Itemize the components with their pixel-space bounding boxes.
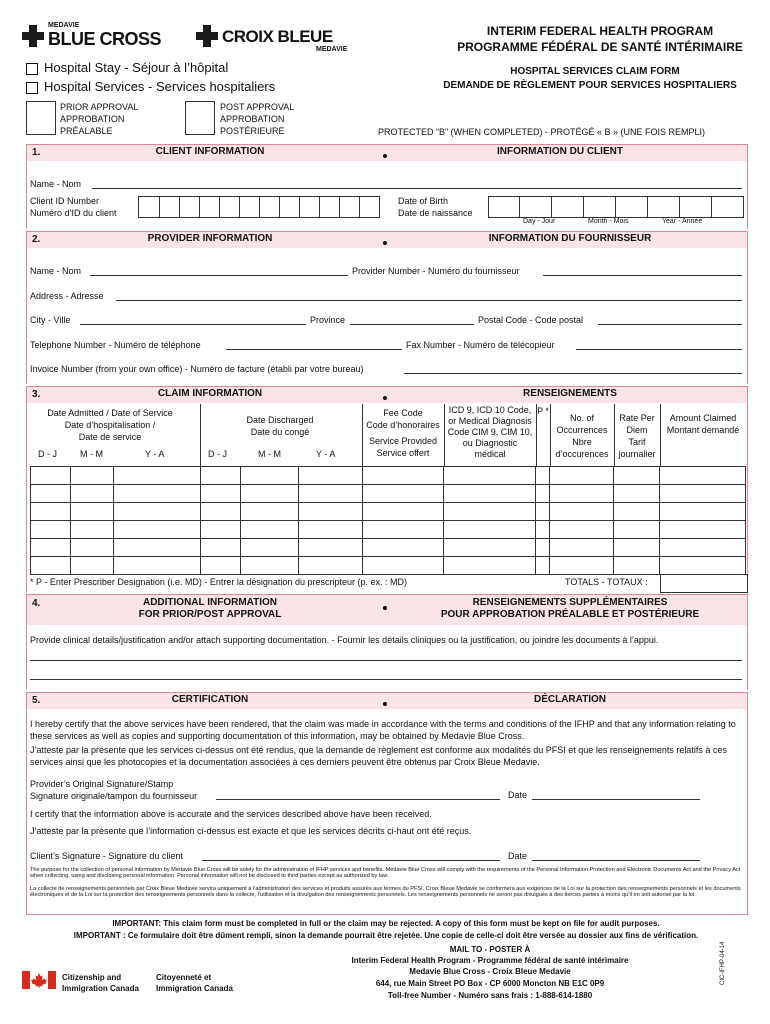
invoice-field[interactable] xyxy=(404,373,742,374)
date-discharged-header: Date Discharged Date du congé xyxy=(246,415,314,437)
claim-cell[interactable] xyxy=(362,485,444,503)
city-label: City - Ville xyxy=(30,315,71,325)
hospital-stay-option[interactable] xyxy=(26,60,228,75)
logo-medavie-top: MEDAVIE xyxy=(48,22,80,29)
claim-cell[interactable] xyxy=(362,467,444,485)
mail-address-line-3: 644, rue Main Street PO Box - CP 6000 Moncton NB E1C 0P9 xyxy=(375,979,605,988)
postal-code-label: Postal Code - Code postal xyxy=(478,315,584,325)
hospital-services-label: Hospital Services - Services hospitaliers xyxy=(44,79,276,94)
claim-cell[interactable] xyxy=(362,521,444,539)
section-1-bullet xyxy=(383,154,387,158)
claim-cell[interactable] xyxy=(362,503,444,521)
claim-cell[interactable] xyxy=(200,503,240,521)
client-id-field[interactable] xyxy=(138,196,380,218)
claim-cell[interactable] xyxy=(535,539,550,557)
claim-line-row[interactable] xyxy=(31,485,746,503)
mail-address-line-1: Interim Federal Health Program - Programme fédéral de santé intérimaire xyxy=(351,956,629,965)
provider-date-field[interactable] xyxy=(532,799,700,800)
section-4-title-en: ADDITIONAL INFORMATION FOR PRIOR/POST APPROVAL xyxy=(138,597,282,620)
claim-cell[interactable] xyxy=(31,557,71,575)
mail-address-line-2: Medavie Blue Cross - Croix Bleue Medavie xyxy=(409,967,571,976)
section-2-title-en: PROVIDER INFORMATION xyxy=(147,233,273,244)
province-label: Province xyxy=(310,315,346,325)
claim-cell[interactable] xyxy=(444,485,535,503)
province-field[interactable] xyxy=(350,324,474,325)
section-4-number: 4. xyxy=(32,598,41,609)
totals-field[interactable] xyxy=(660,574,748,593)
claim-cell[interactable] xyxy=(444,557,535,575)
provider-number-field[interactable] xyxy=(543,275,742,276)
section-5-title-fr: DÉCLARATION xyxy=(533,694,607,705)
claim-cell[interactable] xyxy=(535,521,550,539)
cic-name-en: Citizenship and Immigration Canada xyxy=(62,973,139,993)
prescriber-header: P * xyxy=(537,406,549,416)
provider-number-label: Provider Number - Numéro du fournisseur xyxy=(352,266,520,276)
claim-cell[interactable] xyxy=(362,539,444,557)
claim-cell[interactable] xyxy=(200,467,240,485)
client-certify-text-en: I certify that the information above is accurate and the services described above have been received. xyxy=(30,809,432,819)
blue-cross-symbol-icon xyxy=(22,25,44,47)
claim-cell[interactable] xyxy=(614,503,660,521)
section-3-number: 3. xyxy=(32,389,41,400)
form-title-fr: DEMANDE DE RÈGLEMENT POUR SERVICES HOSPITALIERS xyxy=(443,80,737,91)
important-notice-en: IMPORTANT: This claim form must be completed in full or the claim may be rejected. A copy of this form must be kept on file for audit purposes. xyxy=(112,919,660,928)
client-date-label: Date xyxy=(508,851,528,861)
medavie-blue-cross-logo xyxy=(22,22,192,52)
certification-text-fr: J’atteste par la présente que les services ci-dessus ont été rendus, que la demande de règlement est conforme aux modalités du PFSI et que les renseignements relatifs à ces services ainsi que les photocopies et la documentation associées à ces derniers peuvent être obtenus par Croix Bleue Medavie. xyxy=(30,745,727,767)
claim-cell[interactable] xyxy=(614,539,660,557)
claim-cell[interactable] xyxy=(241,467,299,485)
claim-cell[interactable] xyxy=(113,557,200,575)
claim-cell[interactable] xyxy=(362,557,444,575)
important-notice-fr: IMPORTANT : Ce formulaire doit être dûment rempli, sinon la demande pourrait être rejetée. Une copie de celle-ci doit être versée au dossier aux fins de vérification. xyxy=(73,931,699,940)
claim-cell[interactable] xyxy=(299,557,363,575)
prescriber-footnote: * P - Enter Prescriber Designation (i.e. MD) - Entrer la désignation du prescripteur (p. ex. : MD) xyxy=(30,577,407,587)
claim-cell[interactable] xyxy=(241,557,299,575)
provider-name-field[interactable] xyxy=(90,275,348,276)
logo-croix-bleue: CROIX BLEUE xyxy=(222,27,333,46)
totals-label: TOTALS - TOTAUX : xyxy=(565,577,648,587)
claim-cell[interactable] xyxy=(550,521,614,539)
postal-code-field[interactable] xyxy=(598,324,742,325)
claim-cell[interactable] xyxy=(444,467,535,485)
claim-cell[interactable] xyxy=(299,521,363,539)
claim-line-row[interactable] xyxy=(31,521,746,539)
section-1-number: 1. xyxy=(32,147,41,158)
address-field[interactable] xyxy=(116,300,742,301)
client-name-label: Name - Nom xyxy=(30,179,82,189)
privacy-notice-en: The purpose for the collection of personal information by Medavie Blue Cross will be solely for the administration of IFHP services and benefits. Medavie Blue Cross will comply with the requirements of the Personal Information Protection and Electronic Documents Act and the Privacy Act when collecting, using and disclosing personal information. Personal information will not be disclosed to third parties except as authorized by law. xyxy=(30,867,741,880)
section-3-title-fr: RENSEIGNEMENTS xyxy=(523,388,617,399)
admit-mm: M - M xyxy=(80,449,103,459)
claim-cell[interactable] xyxy=(200,521,240,539)
client-name-field[interactable] xyxy=(92,188,742,189)
section-4-title-fr: RENSEIGNEMENTS SUPPLÉMENTAIRES POUR APPROBATION PRÉALABLE ET POSTÉRIEURE xyxy=(440,597,700,620)
prior-approval-label: PRIOR APPROVAL APPROBATION PRÉALABLE xyxy=(60,102,139,136)
section-4-bullet xyxy=(383,606,387,610)
claim-cell[interactable] xyxy=(71,503,113,521)
claim-cell[interactable] xyxy=(113,485,200,503)
fee-code-header: Fee Code Code d’honoraires Service Provided Service offert xyxy=(366,408,440,458)
privacy-notice-fr: La collecte de renseignements personnels par Croix Bleue Medavie servira uniquement à l’administration des services et produits assurés aux termes du PFSI. Croix Bleue Medavie se conformera aux exigences de la Loi sur la protection des renseignements personnels et les documents électroniques et de la Loi sur la protection des renseignements personnels dans la collecte, l’utilisation et la divulgation des renseignements personnels. Les renseignements personnels ne seront pas divulgués à des tierces parties à moins qu’il en soit autorisé par la loi. xyxy=(30,886,741,899)
claim-cell[interactable] xyxy=(614,485,660,503)
claim-cell[interactable] xyxy=(550,557,614,575)
discharge-ya: Y - A xyxy=(316,449,336,459)
claim-cell[interactable] xyxy=(614,521,660,539)
claim-cell[interactable] xyxy=(31,503,71,521)
section-1-title-fr: INFORMATION DU CLIENT xyxy=(497,146,623,157)
dob-day-label: Day - Jour xyxy=(523,218,556,225)
hospital-services-option[interactable] xyxy=(26,79,275,94)
rate-header: Rate Per Diem Tarif journalier xyxy=(618,413,656,459)
hospital-services-checkbox[interactable] xyxy=(26,82,38,94)
claim-cell[interactable] xyxy=(71,521,113,539)
claim-cell[interactable] xyxy=(113,521,200,539)
provider-signature-label: Provider’s Original Signature/Stamp Signature originale/tampon du fournisseur xyxy=(30,779,198,801)
claim-cell[interactable] xyxy=(660,485,746,503)
claim-cell[interactable] xyxy=(299,485,363,503)
section-3-bullet xyxy=(383,396,387,400)
program-title-en: INTERIM FEDERAL HEALTH PROGRAM xyxy=(486,24,714,38)
form-title-en: HOSPITAL SERVICES CLAIM FORM xyxy=(510,66,680,77)
claim-cell[interactable] xyxy=(113,467,200,485)
claim-line-row[interactable] xyxy=(31,503,746,521)
claim-cell[interactable] xyxy=(31,521,71,539)
claim-cell[interactable] xyxy=(299,503,363,521)
section-1-title-en: CLIENT INFORMATION xyxy=(155,146,265,157)
section-5-title-en: CERTIFICATION xyxy=(171,694,249,705)
claim-cell[interactable] xyxy=(444,539,535,557)
claim-cell[interactable] xyxy=(535,503,550,521)
date-admitted-header: Date Admitted / Date of Service Date d’hospitalisation / Date de service xyxy=(47,408,173,442)
logo-blue-cross: BLUE CROSS xyxy=(48,29,162,49)
client-date-field[interactable] xyxy=(532,860,700,861)
claim-cell[interactable] xyxy=(200,557,240,575)
cic-name-fr: Citoyenneté et Immigration Canada xyxy=(156,973,233,993)
claim-cell[interactable] xyxy=(113,503,200,521)
claim-cell[interactable] xyxy=(614,467,660,485)
section-1-body xyxy=(26,161,748,229)
claim-cell[interactable] xyxy=(241,539,299,557)
protected-notice: PROTECTED “B” (WHEN COMPLETED) - PROTÉGÉ « B » (UNE FOIS REMPLI) xyxy=(378,127,706,137)
provider-date-label: Date xyxy=(508,790,528,800)
discharge-dj: D - J xyxy=(208,449,227,459)
address-label: Address - Adresse xyxy=(30,291,104,301)
client-signature-label: Client’s Signature - Signature du client xyxy=(30,851,183,861)
claim-cell[interactable] xyxy=(71,485,113,503)
canada-flag-icon xyxy=(22,971,56,989)
toll-free-number: Toll-free Number - Numéro sans frais : 1-888-614-1880 xyxy=(387,991,593,1000)
claim-cell[interactable] xyxy=(550,485,614,503)
section-2-bullet xyxy=(383,241,387,245)
icd-code-header: ICD 9, ICD 10 Code, or Medical Diagnosis Code CIM 9, CIM 10, ou Diagnostic médical xyxy=(447,405,533,459)
post-approval-label: POST APPROVAL APPROBATION POSTÉRIEURE xyxy=(220,102,295,136)
claim-cell[interactable] xyxy=(535,467,550,485)
croix-bleue-medavie-logo xyxy=(196,22,366,52)
post-approval-checkbox[interactable] xyxy=(185,101,215,135)
hospital-stay-label: Hospital Stay - Séjour à l’hôpital xyxy=(44,60,229,75)
section-5-bullet xyxy=(383,702,387,706)
admit-ya: Y - A xyxy=(145,449,165,459)
claim-cell[interactable] xyxy=(71,539,113,557)
claim-line-row[interactable] xyxy=(31,539,746,557)
dob-month-label: Month - Mois xyxy=(588,218,629,225)
fax-field[interactable] xyxy=(576,349,742,350)
claim-cell[interactable] xyxy=(550,503,614,521)
claim-cell[interactable] xyxy=(241,521,299,539)
client-signature-field[interactable] xyxy=(202,860,500,861)
mail-to-heading: MAIL TO - POSTER À xyxy=(449,945,531,954)
claim-cell[interactable] xyxy=(241,503,299,521)
fax-label: Fax Number - Numéro de télécopieur xyxy=(406,340,555,350)
claim-cell[interactable] xyxy=(71,467,113,485)
claim-cell[interactable] xyxy=(660,503,746,521)
claim-cell[interactable] xyxy=(299,539,363,557)
claim-cell[interactable] xyxy=(660,539,746,557)
claim-line-row[interactable] xyxy=(31,557,746,575)
program-title-fr: PROGRAMME FÉDÉRAL DE SANTÉ INTÉRIMAIRE xyxy=(457,40,743,54)
claim-cell[interactable] xyxy=(614,557,660,575)
claim-cell[interactable] xyxy=(113,539,200,557)
telephone-field[interactable] xyxy=(226,349,402,350)
claim-cell[interactable] xyxy=(535,557,550,575)
provider-signature-field[interactable] xyxy=(216,799,500,800)
admit-dj: D - J xyxy=(38,449,57,459)
claim-line-row[interactable] xyxy=(31,467,746,485)
hospital-stay-checkbox[interactable] xyxy=(26,63,38,75)
occurrences-header: No. of Occurrences Nbre d’occurences xyxy=(555,413,609,459)
claim-cell[interactable] xyxy=(31,539,71,557)
section-5-number: 5. xyxy=(32,695,41,706)
additional-info-line-2[interactable] xyxy=(30,679,742,680)
claim-cell[interactable] xyxy=(660,557,746,575)
invoice-label: Invoice Number (from your own office) - Numéro de facture (établi par votre bureau) xyxy=(30,364,364,374)
city-field[interactable] xyxy=(80,324,306,325)
dob-year-label: Year - Année xyxy=(662,218,703,225)
claim-cell[interactable] xyxy=(200,485,240,503)
dob-label: Date of Birth Date de naissance xyxy=(398,196,473,218)
section-2-title-fr: INFORMATION DU FOURNISSEUR xyxy=(488,233,652,244)
prior-approval-checkbox[interactable] xyxy=(26,101,56,135)
section-2-number: 2. xyxy=(32,234,41,245)
claim-cell[interactable] xyxy=(535,485,550,503)
form-code: CIC-IFHP-04-14 xyxy=(720,941,726,985)
client-id-label: Client ID Number Numéro d’ID du client xyxy=(30,196,117,218)
claim-cell[interactable] xyxy=(200,539,240,557)
claim-cell[interactable] xyxy=(660,521,746,539)
discharge-mm: M - M xyxy=(258,449,281,459)
certification-text-en: I hereby certify that the above services have been rendered, that the claim was made in accordance with the terms and conditions of the IFHP and that any information relating to these services as well as copies and supporting documentation of this information, may be obtained by Medavie Blue Cross. xyxy=(30,719,736,741)
claim-cell[interactable] xyxy=(71,557,113,575)
client-certify-text-fr: J’atteste par la présente que l’information ci-dessus est exacte et que les services décrits ci-haut ont été reçus. xyxy=(30,826,472,836)
provide-details-label: Provide clinical details/justification and/or attach supporting documentation. - Fournir les détails cliniques ou la justification, ou joindre les documents à l’appui. xyxy=(30,635,659,645)
claim-cell[interactable] xyxy=(31,467,71,485)
claim-cell[interactable] xyxy=(550,467,614,485)
logo-medavie-bottom: MEDAVIE xyxy=(316,46,348,53)
claim-cell[interactable] xyxy=(444,521,535,539)
claim-cell[interactable] xyxy=(31,485,71,503)
section-3-title-en: CLAIM INFORMATION xyxy=(157,388,263,399)
claim-lines-table[interactable] xyxy=(30,466,746,575)
claim-cell[interactable] xyxy=(550,539,614,557)
amount-header: Amount Claimed Montant demandé xyxy=(666,413,740,435)
claim-cell[interactable] xyxy=(299,467,363,485)
claim-cell[interactable] xyxy=(660,467,746,485)
additional-info-line-1[interactable] xyxy=(30,660,742,661)
dob-field[interactable] xyxy=(488,196,744,218)
claim-cell[interactable] xyxy=(241,485,299,503)
claim-table-header xyxy=(30,404,746,466)
provider-name-label: Name - Nom xyxy=(30,266,82,276)
croix-bleue-symbol-icon xyxy=(196,25,218,47)
telephone-label: Telephone Number - Numéro de téléphone xyxy=(30,340,201,350)
claim-cell[interactable] xyxy=(444,503,535,521)
